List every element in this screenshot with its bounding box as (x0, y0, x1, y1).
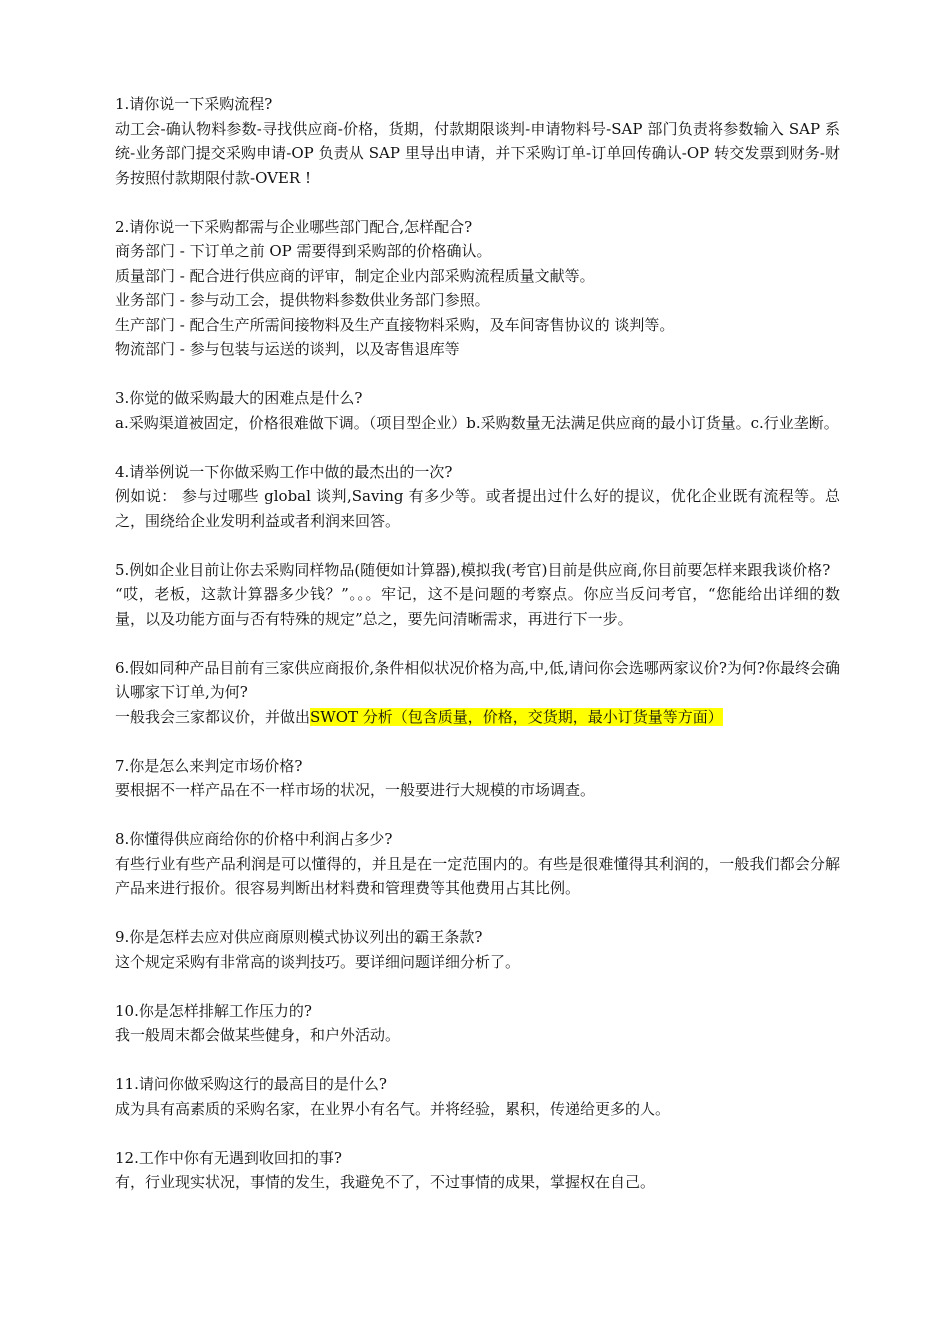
answer: 要根据不一样产品在不一样市场的状况，一般要进行大规模的市场调查。 (115, 781, 596, 799)
answer: 有些行业有些产品利润是可以懂得的，并且是在一定范围内的。有些是很难懂得其利润的，一般我们都会分解产品来进行报价。很容易判断出材料费和管理费等其他费用占其比例。 (115, 854, 840, 897)
question: 2.请你说一下采购都需与企业哪些部门配合,怎样配合? (115, 217, 473, 236)
answer: 动工会-确认物料参数-寻找供应商-价格，货期，付款期限谈判-申请物料号-SAP 部门负责将参数输入 SAP 系统-业务部门提交采购申请-OP 负责从 SAP 里导出申请，并下采购订单-订单回传确认-OP 转交发票到财务-财务按照付款期限付款-OVER ! (115, 119, 840, 187)
qa-item-4 (115, 460, 840, 534)
answer: 成为具有高素质的采购名家，在业界小有名气。并将经验，累积，传递给更多的人。 (115, 1099, 671, 1118)
question: 3.你觉的做采购最大的困难点是什么? (115, 389, 363, 407)
question: 5.例如企业目前让你去采购同样物品(随便如计算器),模拟我(考官)目前是供应商,你目前要怎样来跟我谈价格? (115, 560, 831, 579)
answer-line: 质量部门 - 配合进行供应商的评审，制定企业内部采购流程质量文献等。 (115, 266, 595, 285)
answer (115, 705, 840, 730)
question: 6.假如同种产品目前有三家供应商报价,条件相似状况价格为高,中,低,请问你会选哪两家议价?为何?你最终会确认哪家下订单,为何? (115, 658, 840, 701)
answer: 这个规定采购有非常高的谈判技巧。要详细问题详细分析了。 (115, 952, 521, 971)
qa-item-9 (115, 925, 840, 974)
answer-line: 商务部门 - 下订单之前 OP 需要得到采购部的价格确认。 (115, 242, 492, 260)
qa-item-10 (115, 999, 840, 1048)
highlighted-text: SWOT 分析（包含质量，价格，交货期，最小订货量等方面） (310, 707, 723, 726)
document-body (115, 92, 840, 1219)
qa-item-8 (115, 827, 840, 901)
question: 1.请你说一下采购流程? (115, 95, 273, 113)
answer-line: 业务部门 - 参与动工会，提供物料参数供业务部门参照。 (115, 291, 490, 309)
question: 11.请问你做采购这行的最高目的是什么? (115, 1075, 387, 1093)
answer: a.采购渠道被固定，价格很难做下调。（项目型企业）b.采购数量无法满足供应商的最小订货量。c.行业垄断。 (115, 413, 839, 432)
qa-item-5 (115, 558, 840, 632)
question: 4.请举例说一下你做采购工作中做的最杰出的一次? (115, 462, 453, 481)
qa-item-2 (115, 215, 840, 362)
qa-item-3 (115, 386, 840, 435)
answer-line: 物流部门 - 参与包装与运送的谈判，以及寄售退库等 (115, 340, 460, 358)
qa-item-1 (115, 92, 840, 190)
qa-item-6 (115, 656, 840, 730)
answer: 我一般周末都会做某些健身，和户外活动。 (115, 1026, 401, 1044)
qa-item-7 (115, 754, 840, 803)
question: 7.你是怎么来判定市场价格? (115, 756, 303, 775)
answer: 有，行业现实状况，事情的发生，我避免不了，不过事情的成果，掌握权在自己。 (115, 1173, 656, 1191)
answer-text: 一般我会三家都议价，并做出 (115, 707, 311, 726)
qa-item-12 (115, 1146, 840, 1195)
answer: 例如说： 参与过哪些 global 谈判,Saving 有多少等。或者提出过什么好的提议，优化企业既有流程等。总之，围绕给企业发明利益或者利润来回答。 (115, 487, 840, 530)
question: 9.你是怎样去应对供应商原则模式协议列出的霸王条款? (115, 928, 483, 946)
qa-item-11 (115, 1072, 840, 1121)
answer: “哎，老板，这款计算器多少钱？”。。。牢记，这不是问题的考察点。你应当反问考官，“您能给出详细的数量，以及功能方面与否有特殊的规定”总之，要先问清晰需求，再进行下一步。 (115, 585, 840, 628)
answer-line: 生产部门 - 配合生产所需间接物料及生产直接物料采购，及车间寄售协议的 谈判等。 (115, 315, 675, 334)
question: 12.工作中你有无遇到收回扣的事? (115, 1148, 342, 1167)
question: 10.你是怎样排解工作压力的? (115, 1001, 312, 1020)
question: 8.你懂得供应商给你的价格中利润占多少? (115, 830, 393, 848)
